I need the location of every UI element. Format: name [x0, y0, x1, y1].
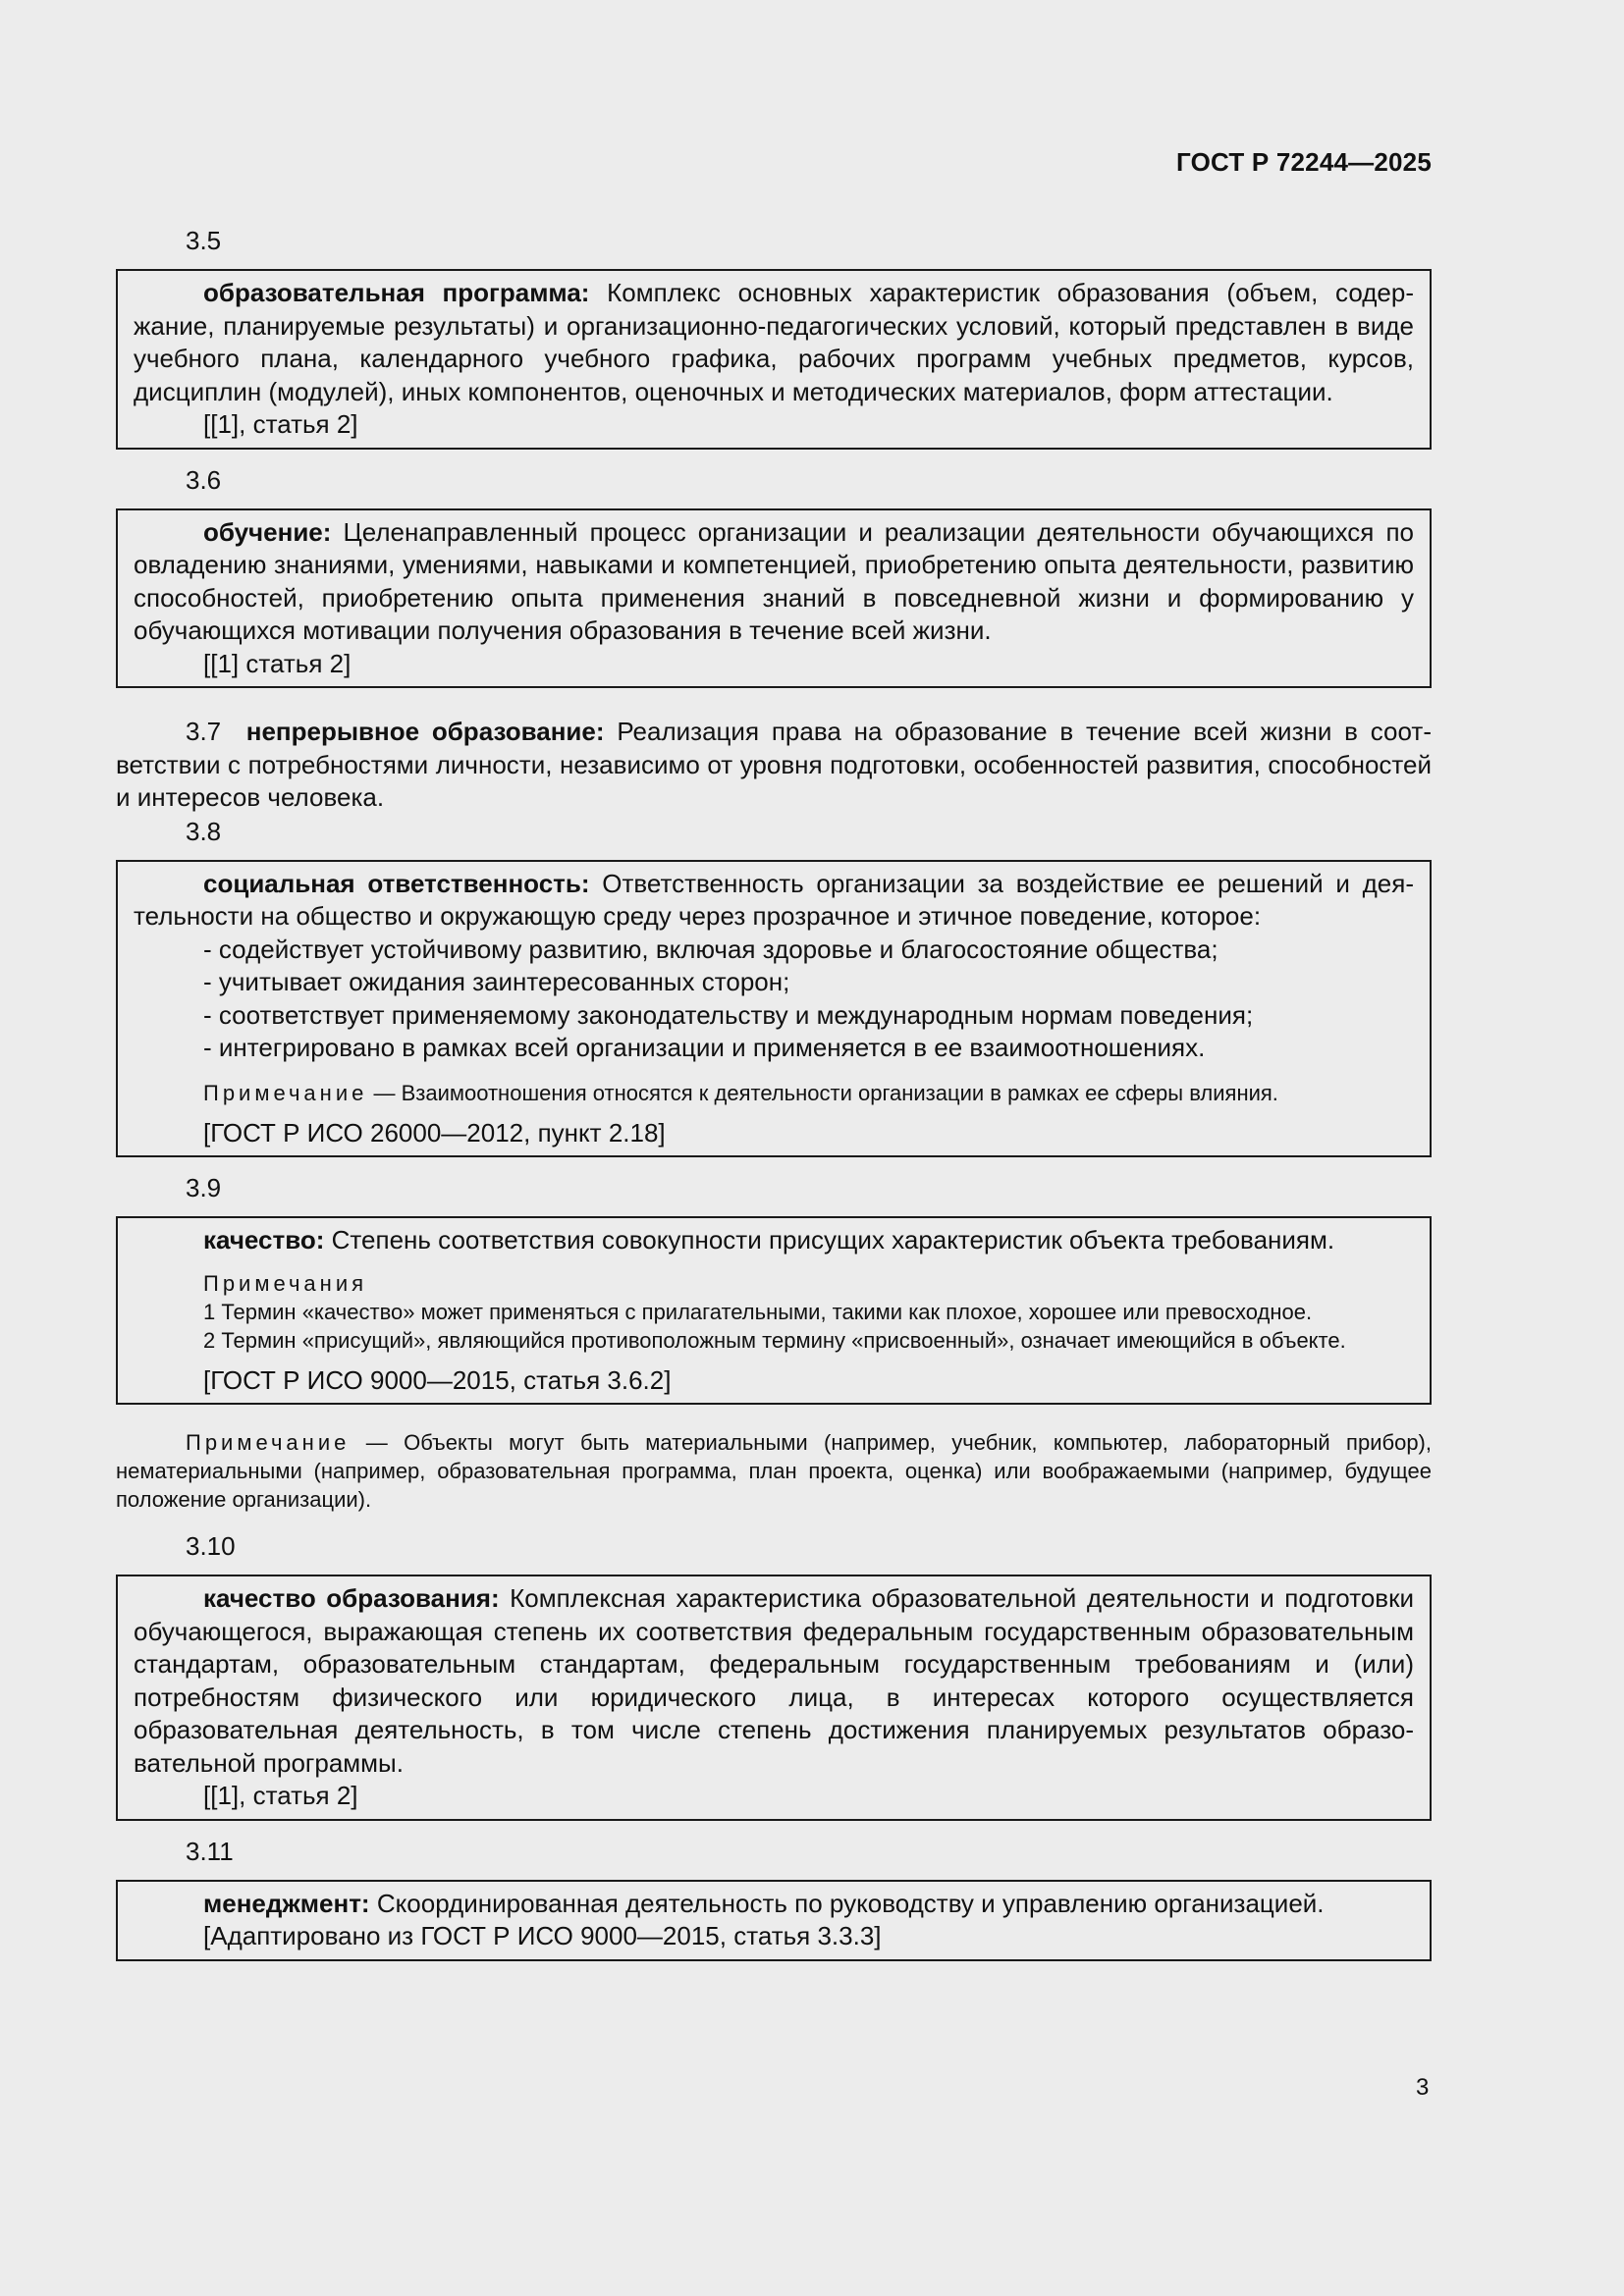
term-box-3-5 [116, 269, 1432, 450]
note-item: 1 Термин «качество» может применяться с прилагательными, такими как плохое, хорошее или превосходное. [203, 1299, 1313, 1324]
note-label: Примечание [186, 1430, 351, 1455]
section-number: 3.10 [186, 1531, 236, 1561]
source-reference: [ГОСТ Р ИСО 26000—2012, пункт 2.18] [203, 1117, 666, 1148]
term-definition [134, 1888, 1414, 1921]
term-box-3-8 [116, 860, 1432, 1158]
term: социальная ответственность: [203, 868, 590, 898]
term-box-3-6 [116, 508, 1432, 689]
definition-text: Ответственность организации за воздействие ее решений и деятельности на общество и окружающую среду через прозрачное и этичное поведение, которое: [134, 868, 1414, 931]
source-reference: [[1] статья 2] [203, 648, 352, 678]
definition-text: Скоординированная деятельность по руководству и управлению организацией. [376, 1888, 1325, 1918]
term-definition [134, 1224, 1414, 1257]
definition-text: Степень соответствия совокупности присущих характеристик объекта требованиям. [331, 1225, 1335, 1255]
source-reference: [Адаптировано из ГОСТ Р ИСО 9000—2015, статья 3.3.3] [203, 1921, 882, 1950]
definition-text: Комплексная характеристика образовательной деятельности и подготовки обучающегося, выражающая степень их соответствия федеральным государственным образовательным стандартам, образовательным стандартам, федеральным государственным требованиям и (или) потребностям физического или юридического лица, в интересах которого осуществляется образовательная деятельность, в том числе степень достижения планируемых результатов образовательной программы. [134, 1583, 1414, 1778]
term: непрерывное образование: [245, 717, 605, 746]
definition-text: Реализация права на образование в течение всей жизни в соответствии с потребностями личности, независимо от уровня подготовки, особенностей развития, способностей и интересов человека. [116, 717, 1432, 812]
source-reference: [[1], статья 2] [203, 409, 358, 439]
section-number: 3.7 [186, 717, 222, 746]
term-definition [134, 516, 1414, 648]
term-definition [134, 868, 1414, 934]
note-text: — Объекты могут быть материальными (например, учебник, компьютер, лабораторный прибор), нематериальными (например, образовательная программа, план проекта, оценка) или воображаемыми (например, будущее положение организации). [116, 1430, 1432, 1512]
term-definition [134, 277, 1414, 408]
section-number: 3.9 [186, 1173, 222, 1202]
definition-text: Целенаправленный процесс организации и реализации деятельности обучающихся по овладению знаниями, умениями, навыками и компетенцией, приобретению опыта деятельности, развитию способностей, приобретению опыта применения знаний в повседневной жизни и формированию у обучающихся мотивации получения образования в течение всей жизни. [134, 516, 1414, 645]
term: образовательная программа: [203, 278, 590, 307]
note-label: Примечание [203, 1080, 368, 1105]
list-item: - соответствует применяемому законодательству и международным нормам поведения; [203, 999, 1254, 1030]
note [134, 1079, 1414, 1107]
page-number: 3 [1416, 2074, 1430, 2101]
notes-label: Примечания [203, 1270, 368, 1296]
section-number: 3.8 [186, 816, 222, 846]
list-item: - интегрировано в рамках всей организации и применяется в ее взаимоотношениях. [203, 1033, 1206, 1062]
term: качество: [203, 1225, 325, 1255]
term: обучение: [203, 516, 332, 547]
section-number: 3.5 [186, 226, 222, 255]
note-text: — Взаимоотношения относятся к деятельности организации в рамках ее сферы влияния. [373, 1080, 1278, 1105]
term-box-3-10 [116, 1575, 1432, 1821]
term-definition [116, 716, 1432, 815]
source-reference: [ГОСТ Р ИСО 9000—2015, статья 3.6.2] [203, 1364, 672, 1395]
section-number: 3.11 [186, 1836, 234, 1866]
page-content [116, 224, 1432, 1975]
term-box-3-9 [116, 1216, 1432, 1405]
term: менеджмент: [203, 1888, 370, 1918]
term-3-7 [116, 716, 1432, 815]
term: качество образования: [203, 1583, 500, 1613]
document-header: ГОСТ Р 72244—2025 [1176, 147, 1432, 177]
list-item: - содействует устойчивому развитию, включая здоровье и благосостояние общества; [203, 934, 1218, 964]
term-definition [134, 1582, 1414, 1780]
term-box-3-11 [116, 1880, 1432, 1961]
source-reference: [[1], статья 2] [203, 1781, 358, 1810]
note-item: 2 Термин «присущий», являющийся противоположным термину «присвоенный», означает имеющийся в объекте. [203, 1327, 1346, 1353]
list-item: - учитывает ожидания заинтересованных сторон; [203, 967, 790, 996]
definition-text: Комплекс основных характеристик образования (объем, содержание, планируемые результаты) и организационно-педагогических условий, который представлен в виде учебного плана, календарного учебного графика, рабочих программ учебных предметов, курсов, дисциплин (модулей), иных компонентов, оценочных и методических материалов, форм аттестации. [134, 278, 1414, 406]
outer-note [116, 1428, 1432, 1514]
section-number: 3.6 [186, 464, 222, 495]
